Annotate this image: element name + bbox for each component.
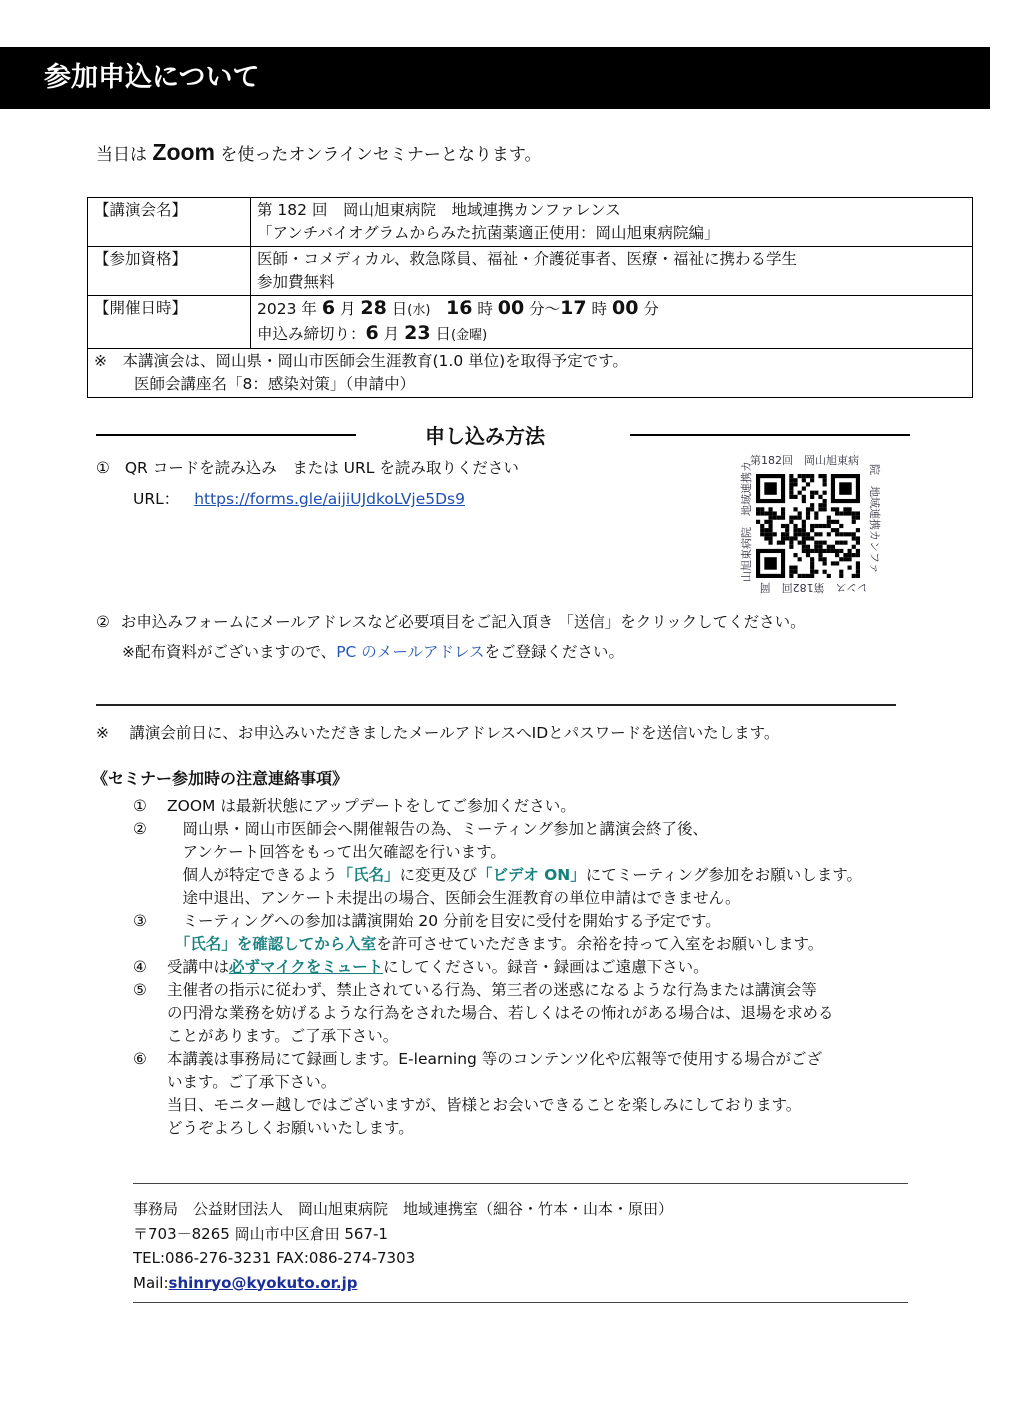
value-datetime [251,296,973,349]
step-2-note: ※配布資料がございますので、PC のメールアドレスをご登録ください。 [122,643,625,661]
office-phone: TEL:086-276-3231 FAX:086-274-7303 [133,1249,416,1267]
notes-list [133,795,923,1140]
list-item: ④ 受講中は必ずマイクをミュートにしてください。録音・録画はご遠慮下さい。 [133,958,709,976]
list-item: ⑤ 主催者の指示に従わず、禁止されている行為、第三者の迷惑になるような行為または講演会等 の円滑な業務を妨げるような行為をされた場合、若しくはその怖れがある場合は、退場を求める ことがあります。ご了承下さい。 [133,981,834,1045]
banner-title: 参加申込について [44,62,260,93]
heading-rule-left [96,434,356,436]
list-item: ③ ミーティングへの参加は講演開始 20 分前を目安に受付を開始する予定です。 「氏名」を確認してから入室を許可させていただきます。余裕を持って入室をお願いします。 [133,912,824,953]
step-1-number: ① [96,459,110,477]
info-table [87,197,973,398]
event-date: 2023 年 6 月 28 日(水) 16 時 00 分～17 時 00 分 [257,297,659,319]
method-heading: 申し込み方法 [425,424,545,448]
qr-caption-right: 院 地域連携カンファ [868,464,881,574]
url-line [133,487,465,509]
office-name: 事務局 公益財団法人 岡山旭東病院 地域連携室（細谷・竹本・山本・原田） [133,1200,674,1218]
registration-url-link[interactable]: https://forms.gle/aijiUJdkoLVje5Ds9 [194,490,465,508]
label-datetime: 【開催日時】 [88,296,251,349]
step-2-text: お申込みフォームにメールアドレスなど必要項目をご記入頂き 「送信」をクリックしてください。 [120,613,806,631]
name-highlight: 「氏名」 [337,866,400,884]
divider [96,704,896,706]
deadline: 申込み締切り：6 月 23 日(金曜) [257,322,488,344]
url-label: URL： [133,490,180,508]
notes-title: 《セミナー参加時の注意連絡事項》 [92,769,349,788]
video-on-highlight: 「ビデオ ON」 [477,866,586,884]
mute-mic-highlight: 必ずマイクをミュート [229,958,384,976]
qr-code-icon[interactable] [756,474,860,578]
table-row-title [88,198,973,247]
table-row-eligibility [88,247,973,296]
label-eligibility: 【参加資格】 [88,247,251,296]
confirm-name-highlight: 「氏名」を確認してから入室 [167,935,377,953]
office-address: 〒703－8265 岡山市中区倉田 567-1 [133,1224,388,1243]
label-title: 【講演会名】 [88,198,251,247]
qr-caption-left: 山旭東病院 地域連携カ [740,461,753,582]
list-item: ② 岡山県・岡山市医師会へ開催報告の為、ミーティング参加と講演会終了後、 アンケート回答をもって出欠確認を行います。 個人が特定できるよう「氏名」に変更及び「ビデオ ON」にてミーティング参加をお願いします。 途中退出、アンケート未提出の場合、医師会生涯教育の単位申請はできません。 [133,820,863,907]
table-row-note [88,349,973,398]
footer-contact [133,1197,673,1295]
qr-caption-top: 第182回 岡山旭東病 [750,454,859,467]
value-title: 第 182 回 岡山旭東病院 地域連携カンファレンス 「アンチバイオグラムからみた抗菌薬適正使用：岡山旭東病院編」 [251,198,973,247]
pc-email-highlight: PC のメールアドレス [336,643,485,661]
qr-code-block [738,452,880,596]
pre-notice: ※ 講演会前日に、お申込みいただきましたメールアドレスへIDとパスワードを送信いたします。 [96,724,780,742]
intro-text: 当日は Zoom を使ったオンラインセミナーとなります。 [96,139,542,165]
footer-rule-top [133,1183,908,1184]
footer-rule-bottom [133,1302,908,1303]
step-2 [96,610,806,632]
table-row-datetime [88,296,973,349]
zoom-word: Zoom [152,139,216,165]
qr-caption-bottom: レンス 第182回 岡 [759,581,868,594]
list-item: ⑥ 本講義は事務局にて録画します。E-learning 等のコンテンツ化や広報等で使用する場合がござ います。ご了承下さい。 当日、モニター越しではございますが、皆様とお会いできることを楽しみにしております。 どうぞよろしくお願いいたします。 [133,1050,823,1137]
office-mail: Mail:shinryo@kyokuto.or.jp [133,1273,358,1292]
step-1-text: QR コードを読み込み または URL を読み取りください [124,459,519,477]
heading-rule-right [630,434,910,436]
section-banner [0,47,990,109]
list-item: ① ZOOM は最新状態にアップデートをしてご参加ください。 [133,797,576,815]
step-1 [96,456,519,478]
mail-link[interactable]: shinryo@kyokuto.or.jp [168,1273,358,1292]
value-eligibility: 医師・コメディカル、救急隊員、福祉・介護従事者、医療・福祉に携わる学生 参加費無料 [251,247,973,296]
credit-note: ※ 本講演会は、岡山県・岡山市医師会生涯教育(1.0 単位)を取得予定です。 医師会講座名「8：感染対策」（申請中） [88,349,973,398]
step-2-number: ② [96,613,110,631]
